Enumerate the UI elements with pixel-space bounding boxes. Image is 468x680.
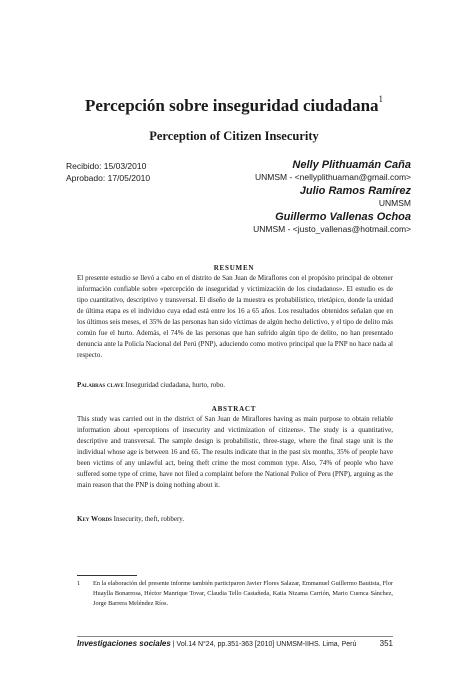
resumen-keywords bbox=[77, 380, 393, 391]
article-title-text: Percepción sobre inseguridad ciudadana bbox=[84, 96, 379, 115]
resumen-heading: RESUMEN bbox=[213, 264, 255, 272]
journal-citation: Vol.14 N°24, pp.351-363 [2010] UNMSM-IIHS. Lima, Perú bbox=[176, 641, 357, 648]
author-name: Julio Ramos Ramírez bbox=[299, 185, 411, 197]
keywords-value: Insecurity, theft, robbery. bbox=[113, 515, 185, 523]
footnote-number: 1 bbox=[77, 580, 81, 587]
journal-name: Investigaciones sociales bbox=[77, 639, 171, 648]
footnote bbox=[77, 579, 393, 609]
received-date: Recibido: 15/03/2010 bbox=[66, 161, 147, 171]
author-affiliation[interactable]: UNMSM - <justo_vallenas@hotmail.com> bbox=[253, 224, 411, 234]
publication-dates bbox=[66, 160, 150, 184]
footnote-divider bbox=[77, 575, 137, 576]
keywords-label: Key Words bbox=[77, 515, 112, 523]
page-number: 351 bbox=[379, 639, 393, 648]
footnote-text: En la elaboración del presente informe también participaron Javier Flores Salazar, Emmanuel Guillermo Bautista, Flor Huaylla Bonarrosa, Héctor Manrique Tovar, Claudia Tello Castañeda, Katia Nizama Carrión, Mario Cuenca Sánchez, Jorge Barrera Meléndez Ríos. bbox=[93, 580, 393, 607]
keywords-label: Palabras clave bbox=[77, 381, 124, 389]
author-affiliation[interactable]: UNMSM - <nellyplithuaman@gmail.com> bbox=[254, 172, 411, 182]
author-affiliation: UNMSM bbox=[378, 198, 411, 208]
resumen-text: El presente estudio se llevó a cabo en el distrito de San Juan de Miraflores con el propósito principal de obtener información confiable sobre «percepción de inseguridad y victimización de los ciudadanos». El estudio es de tipo cuantitativo, descriptivo y transversal. El diseño de la muestra es probabilístico, trietápico, donde la unidad de última etapa es el individuo cuya edad está entre los 16 a 65 años. Los resultados obtenidos señalan que en los últimos seis meses, el 35% de las personas han sido víctimas de algún hecho delictivo, y el tipo de delito más común fue el hurto. Además, el 74% de las personas que han sufrido algún tipo de delito, no han presentado denuncia ante la Policía Nacional del Perú (PNP), aduciendo como motivo principal que la PNP no hace nada al respecto. bbox=[77, 274, 393, 359]
article-subtitle: Perception of Citizen Insecurity bbox=[149, 129, 319, 143]
author-name: Nelly Plithuamán Caña bbox=[292, 159, 411, 171]
abstract-keywords bbox=[77, 514, 393, 525]
title-footnote-mark[interactable]: 1 bbox=[378, 94, 384, 104]
article-title bbox=[0, 96, 468, 116]
author-name: Guillermo Vallenas Ochoa bbox=[275, 211, 411, 223]
author-block bbox=[253, 158, 411, 236]
approved-date: Aprobado: 17/05/2010 bbox=[66, 173, 151, 183]
abstract-text: This study was carried out in the district of San Juan de Miraflores having as main purpose to obtain reliable information about «perceptions of insecurity and victimization of citizens». The study is a quantitative, descriptive and transversal. The sample design is probabilistic, three-stage, where the final stage unit is the individual whose age is between 16 and 65. The results indicate that in the past six months, 35% of people have been victims of any unlawful act, being theft crime the most common type. Also, 74% of people who have suffered some type of crime, have not filed a complaint before the National Police of Peru (PNP), arguing as the main reason that the PNP is doing nothing about it. bbox=[77, 415, 393, 489]
abstract-heading: ABSTRACT bbox=[211, 405, 257, 413]
page-footer: Investigaciones sociales | Vol.14 N°24, pp.351-363 [2010] UNMSM-IIHS. Lima, Perú 351 bbox=[77, 636, 393, 648]
keywords-value: Inseguridad ciudadana, hurto, robo. bbox=[125, 381, 226, 389]
